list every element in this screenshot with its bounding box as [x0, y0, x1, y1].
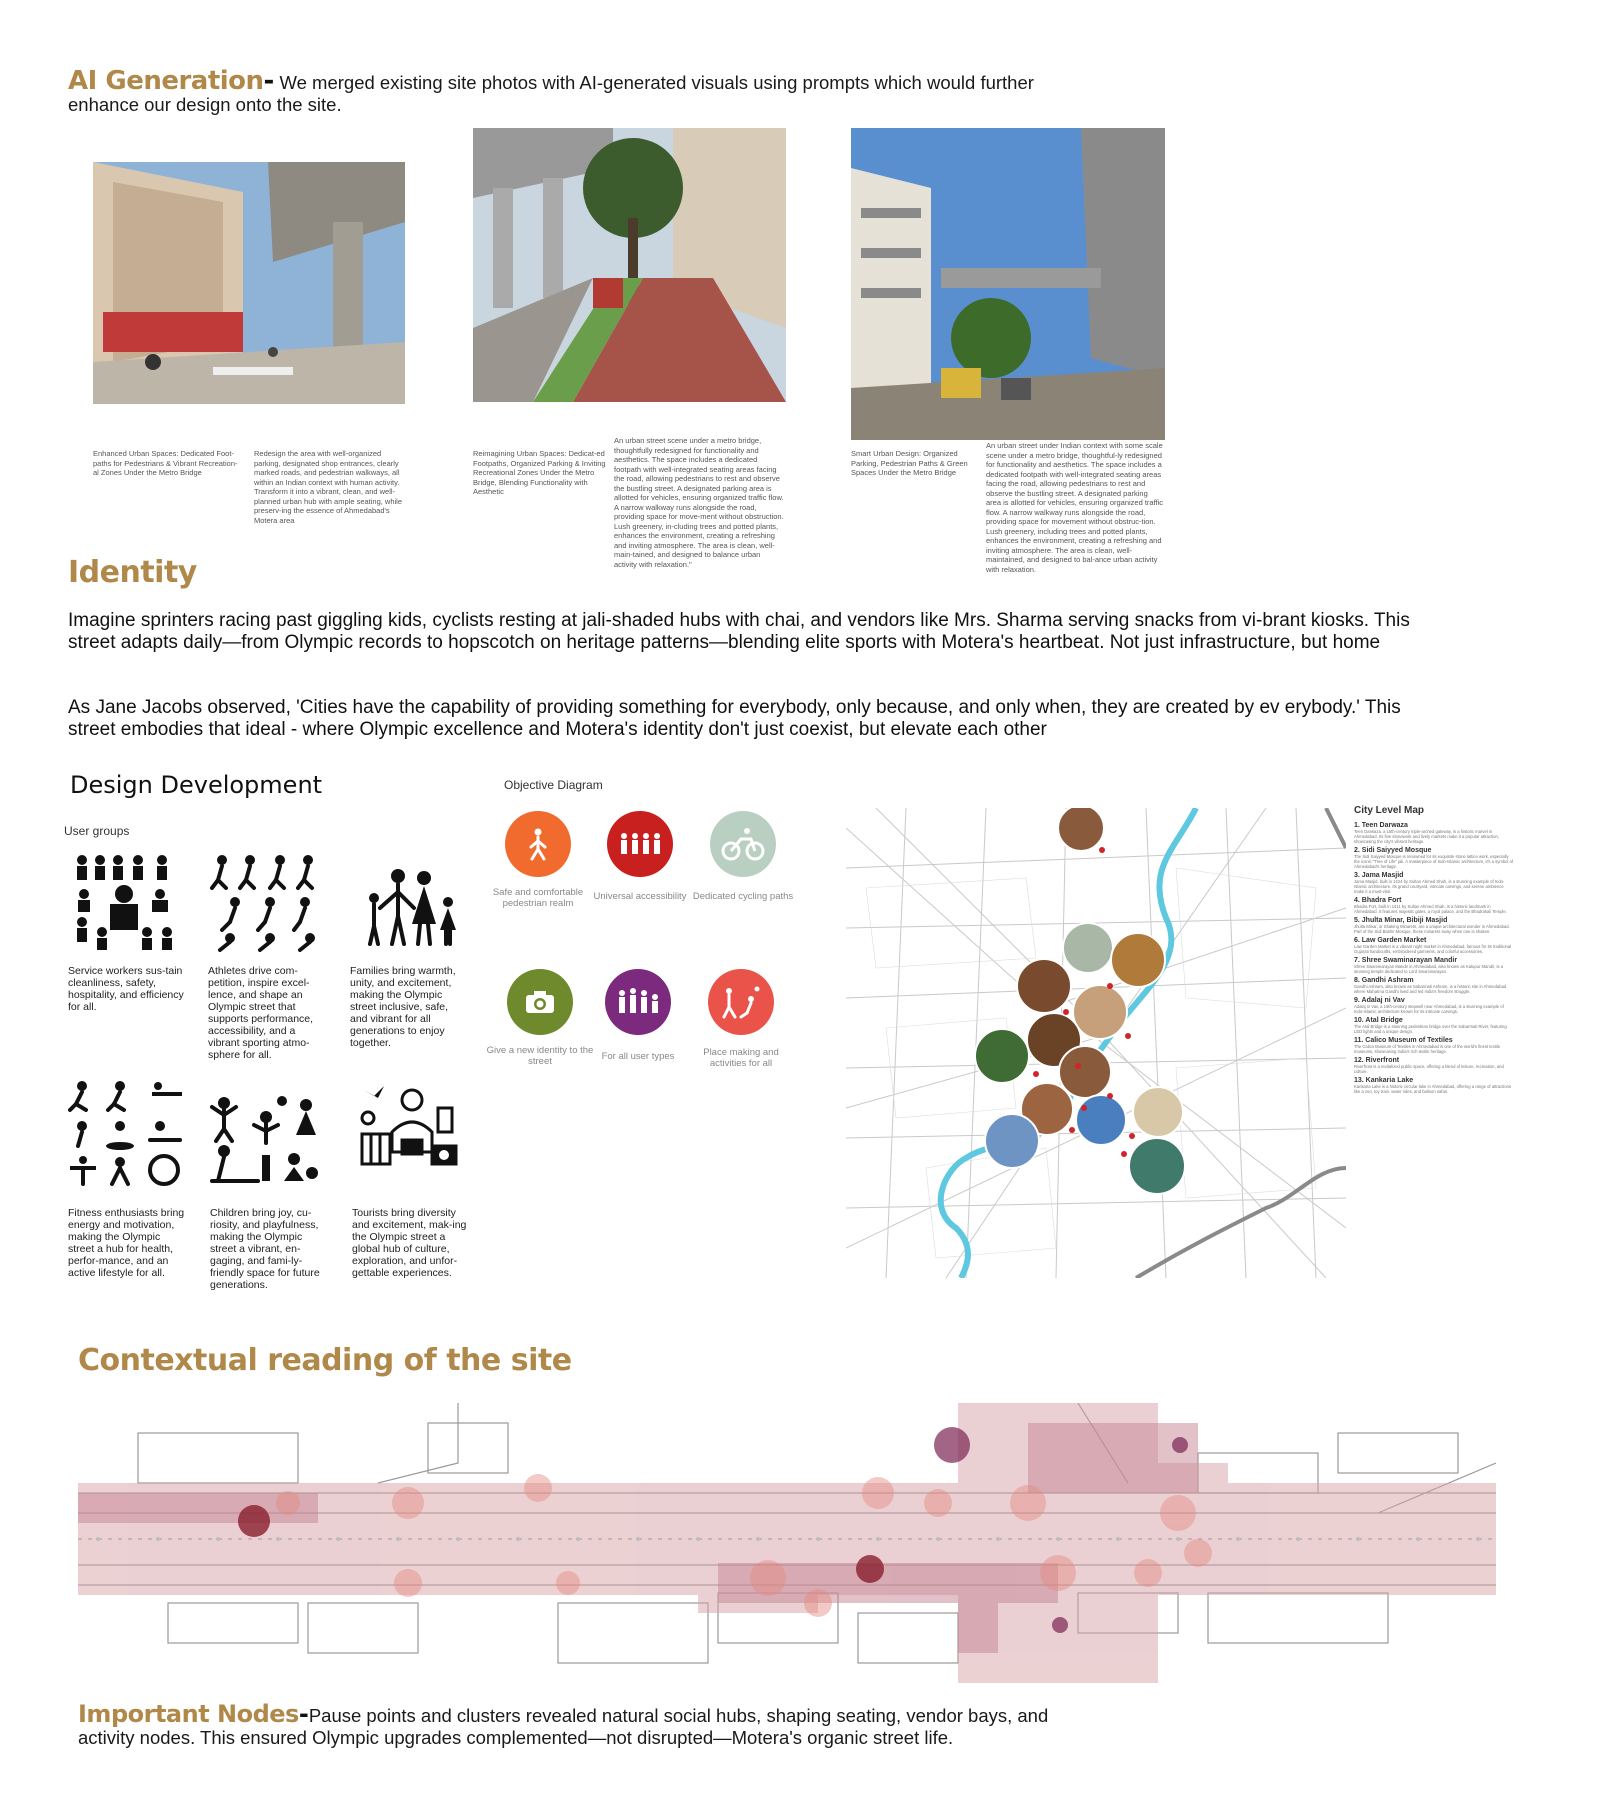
identity-heading: Identity — [68, 555, 197, 590]
objective-identity-label: Give a new identity to the street — [486, 1045, 594, 1067]
city-map-entry-title: 8. Gandhi Ashram — [1354, 977, 1414, 984]
objective-all-users — [605, 969, 671, 1035]
city-map-entry-title: 12. Riverfront — [1354, 1057, 1400, 1064]
important-nodes-text: Pause points and clusters revealed natural social hubs, shaping seating, vendor bays, and activity nodes. This ensured Olympic upgrades complemented—not disrupted—Motera's organic street life. — [78, 1705, 1049, 1748]
city-map-entry-desc: Riverfront is a revitalized public space, offering a blend of leisure, recreation, and culture. — [1354, 1064, 1504, 1074]
city-map-legend — [1354, 805, 1514, 1097]
city-map-entry-desc: Kankaria Lake is a historic circular lake in Ahmedabad, offering a range of attractions like a zoo, toy train, water rides, and balloon safari. — [1354, 1084, 1512, 1094]
city-map-entry-title: 6. Law Garden Market — [1354, 937, 1427, 944]
city-map-entry — [1354, 937, 1514, 954]
city-map-entry — [1354, 1017, 1514, 1034]
city-map-entry-desc: Adalaj ni Vav, a 15th-century stepwell near Ahmedabad, is a stunning example of Indo-Islamic architecture known for its intricate carvings. — [1354, 1004, 1504, 1014]
city-map-entry — [1354, 977, 1514, 994]
city-map-entry — [1354, 1037, 1514, 1054]
city-map-entry-desc: Jhulta Minar, or Shaking Minarets, are a unique architectural wonder in Ahmedabad. Part of the Sidi Bashir Mosque, these minarets sway when one is shaken. — [1354, 924, 1510, 934]
photo-1-caption-title: Enhanced Urban Spaces: Dedicated Foot-paths for Pedestrians & Vibrant Recreation-al Zones Under the Metro Bridge — [93, 449, 238, 477]
nodes-dash: - — [298, 1700, 309, 1728]
identity-para-2: As Jane Jacobs observed, 'Cities have the capability of providing something for everybody, only because, and only when, they are created by ev erybody.' This street embodies that ideal - where Olympic excellence and Motera's identity don't just coexist, but elevate each other — [68, 697, 1401, 740]
objective-placemaking-label: Place making and activities for all — [703, 1047, 779, 1069]
city-map-entries — [1354, 822, 1514, 1094]
user-group-children-text: Children bring joy, cu-riosity, and playfulness, making the Olympic street a vibrant, en-gaging, and fami-ly-friendly space for future generations. — [210, 1207, 320, 1291]
city-map-entry-desc: Jama Masjid, built in 1424 by Sultan Ahmed Shah, is a stunning example of Indo-Islamic architecture. Its grand courtyard, intricate carvings, and serene ambience make it a must-visit. — [1354, 879, 1505, 894]
city-map-entry-desc: The Atal Bridge is a stunning pedestrian bridge over the Sabarmati River, featuring LED lights and a unique design. — [1354, 1024, 1507, 1034]
cycling-icon — [721, 827, 765, 861]
city-map-entry-title: 9. Adalaj ni Vav — [1354, 997, 1405, 1004]
city-map-entry — [1354, 917, 1514, 934]
photo-2-caption-desc: An urban street scene under a metro bridge, thoughtfully redesigned for functionality and aesthetics. The space includes a dedicated footpath with well-integrated seating areas facing the road, allowing pedestrians to rest and observe the bustling street. A designated parking area is allotted for vehicles, ensuring organized traffic flow. A narrow walkway runs alongside the road, providing space for move-ment without obstruction. Lush greenery, in-cluding trees and potted plants, enhances the environment, creating a refreshing and inviting atmosphere. The area is clean, well-main-tained, and designed to balance urban activity with relaxation." — [614, 436, 784, 569]
ai-generation-text: We merged existing site photos with AI-generated visuals using prompts which would further enhance our design onto the site. — [68, 72, 1034, 115]
activities-icon — [721, 985, 761, 1019]
city-map-entry-title: 1. Teen Darwaza — [1354, 822, 1408, 829]
city-map-entry-title: 7. Shree Swaminarayan Mandir — [1354, 957, 1458, 964]
objective-accessibility-label: Universal accessibility — [593, 891, 687, 902]
important-nodes-block — [78, 1700, 1078, 1749]
ai-generation-intro — [68, 66, 1068, 116]
city-map-entry — [1354, 822, 1514, 844]
city-map-entry-title: 5. Jhulta Minar, Bibiji Masjid — [1354, 917, 1448, 924]
service-workers-icon — [72, 852, 177, 957]
family-icon — [362, 868, 460, 951]
athletes-icon — [210, 852, 322, 957]
objective-cycling — [710, 811, 776, 877]
site-photo-2 — [473, 128, 786, 402]
objective-all-users-label: For all user types — [601, 1051, 675, 1062]
photo-3-caption-desc: An urban street under Indian context with some scale scene under a metro bridge, thoughtful-ly redesigned for functionality and aesthetics. The space includes a dedicated footpath with well-integrated seating areas facing the road, allowing pedestrians to rest and observe the bustling street. A designated parking area is allotted for vehicles, ensuring organized traffic flow. A narrow walkway runs alongside the road, providing space for movement without obstruc-tion. Lush greenery, including trees and potted plants, enhances the environment, creating a refreshing and inviting atmosphere. The area is clean, well-maintained, and designed to bal-ance urban activity with relaxation. — [986, 441, 1164, 574]
heading-dash: - — [263, 66, 275, 96]
tourist-icon — [358, 1082, 460, 1183]
children-icon — [210, 1095, 322, 1190]
ai-generation-heading: AI Generation — [68, 66, 264, 96]
identity-para-1: Imagine sprinters racing past giggling kids, cyclists resting at jali-shaded hubs with chai, and vendors like Mrs. Sharma serving snacks from vi-brant kiosks. This street adapts daily—from Olympic records to hopscotch on heritage patterns—blending elite sports with Motera's heartbeat. Not just infrastructure, but home — [68, 610, 1410, 653]
city-map-entry-desc: Teen Darwaza, a 15th-century triple-arched gateway, is a historic marvel in Ahmedabad. Its fine stonework and lively markets make it a popular attraction, showcasing the city's vibrant heritage. — [1354, 829, 1500, 844]
city-map-entry — [1354, 1077, 1514, 1094]
user-group-families-text: Families bring warmth, unity, and excitement, making the Olympic street inclusive, safe, and vibrant for all generations to enjoy together. — [350, 965, 456, 1049]
city-map-entry — [1354, 957, 1514, 974]
city-map-entry — [1354, 872, 1514, 894]
objective-placemaking — [708, 969, 774, 1035]
user-group-service-text: Service workers sus-tain cleanliness, safety, hospitality, and efficiency for all. — [68, 965, 184, 1013]
city-map-entry-title: 2. Sidi Saiyyed Mosque — [1354, 847, 1432, 854]
city-map-entry-title: 11. Calico Museum of Textiles — [1354, 1037, 1453, 1044]
people-icon — [616, 987, 660, 1017]
city-map-entry-desc: Gandhi Ashram, also known as Sabarmati Ashram, is a historic site in Ahmedabad where Mahatma Gandhi lived and led India's freedom struggle. — [1354, 984, 1507, 994]
city-map-entry-title: 10. Atal Bridge — [1354, 1017, 1403, 1024]
city-map-entry-desc: Bhadra Fort, built in 1411 by Sultan Ahmed Shah, is a historic landmark in Ahmedabad. It features majestic gates, a royal palace, and the Bhadrakali Temple. — [1354, 904, 1507, 914]
objective-accessibility — [607, 811, 673, 877]
pedestrian-icon — [523, 827, 553, 861]
user-group-tourists-text: Tourists bring diversity and excitement, mak-ing the Olympic street a global hub of culture, exploration, and unfor-gettable experiences. — [352, 1207, 467, 1279]
city-map-entry — [1354, 897, 1514, 914]
site-photo-1 — [93, 162, 405, 404]
city-map-entry — [1354, 1057, 1514, 1074]
objective-pedestrian-label: Safe and comfortable pedestrian realm — [492, 887, 584, 909]
photo-3-caption-title: Smart Urban Design: Organized Parking, Pedestrian Paths & Green Spaces Under the Metro Bridge — [851, 449, 968, 477]
photo-1-caption-desc: Redesign the area with well-organized parking, designated shop entrances, clearly marked roads, and pedestrian walkways, all within an Indian context with human activity. Transform it into a vibrant, clean, and well-planned urban hub with ample seating, while preserv-ing the essence of Ahmedabad's Motera area — [254, 449, 403, 525]
design-development-heading: Design Development — [70, 771, 323, 799]
user-group-athletes-text: Athletes drive com-petition, inspire excel-lence, and shape an Olympic street that supports performance, accessibility, and a vibrant sporting atmo-sphere for all. — [208, 965, 314, 1061]
photo-2-caption-title: Reimagining Urban Spaces: Dedicat-ed Footpaths, Organized Parking & Inviting Recreational Zones Under the Metro Bridge, Blending Functionality with Aesthetic — [473, 449, 606, 496]
objective-diagram-label: Objective Diagram — [504, 778, 603, 792]
user-group-fitness-text: Fitness enthusiasts bring energy and motivation, making the Olympic street a hub for health, perfor-mance, and an active lifestyle for all. — [68, 1207, 185, 1279]
city-level-map — [846, 808, 1346, 1278]
city-map-entry-desc: Shree Swaminarayan Mandir in Ahmedabad, also known as Kalupur Mandir, is a stunning temple dedicated to Lord Swaminarayan. — [1354, 964, 1503, 974]
objective-cycling-label: Dedicated cycling paths — [692, 891, 794, 902]
objective-pedestrian — [505, 811, 571, 877]
fitness-icon — [68, 1078, 186, 1193]
city-map-entry — [1354, 847, 1514, 869]
objective-identity — [507, 969, 573, 1035]
important-nodes-heading: Important Nodes — [78, 1700, 299, 1728]
city-map-entry — [1354, 997, 1514, 1014]
site-plan — [78, 1403, 1496, 1683]
accessibility-icon — [618, 832, 662, 856]
city-map-entry-desc: The Calico Museum of Textiles in Ahmedabad is one of the world's finest textile museums, showcasing India's rich textile heritage. — [1354, 1044, 1501, 1054]
city-map-entry-title: 3. Jama Masjid — [1354, 872, 1404, 879]
city-map-entry-desc: Law Garden Market is a vibrant night market in Ahmedabad, famous for its traditional Gujarati handicrafts, embroidered garments, and colorful accessories. — [1354, 944, 1512, 954]
city-map-entry-title: 4. Bhadra Fort — [1354, 897, 1402, 904]
city-map-entry-title: 13. Kankaria Lake — [1354, 1077, 1414, 1084]
city-map-entry-desc: The Sidi Saiyyed Mosque is renowned for its exquisite stone lattice work, especially the iconic "Tree of Life" jali. A masterpiece of Indo-Islamic architecture, it's a symbol of Ahmedabad's heritage. — [1354, 854, 1514, 869]
city-map-title: City Level Map — [1354, 805, 1425, 816]
contextual-heading: Contextual reading of the site — [78, 1343, 572, 1378]
user-groups-label: User groups — [64, 824, 130, 838]
site-photo-3 — [851, 128, 1165, 440]
camera-icon — [524, 989, 556, 1015]
